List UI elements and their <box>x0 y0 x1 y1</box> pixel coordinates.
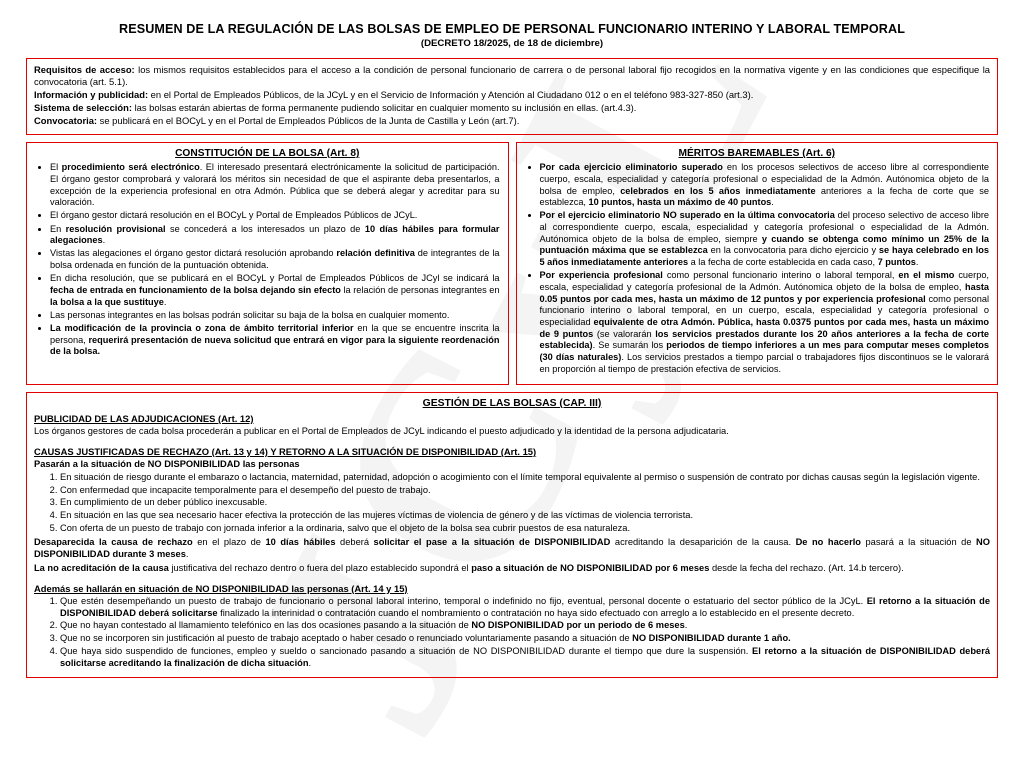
list-item: 3. Que no se incorporen sin justificación al puesto de trabajo aceptado o haber cesado o renunciado voluntariamente pasando a situación de NO DISPONIBILIDAD durante 1 año. <box>60 632 990 644</box>
causas-rechazo-list <box>34 471 990 533</box>
list-item: • La modificación de la provincia o zona de ámbito territorial inferior en la que se encuentre inscrita la persona, requerirá presentación de nueva solicitud que entrará en vigor para la siguiente reordenación de la bolsa. <box>50 323 500 358</box>
list-item: 4. En situación en las que sea necesario hacer efectiva la protección de las mujeres víctimas de violencia de género y de las víctimas de violencia terrorista. <box>60 509 990 521</box>
meritos-baremables-list <box>525 162 990 375</box>
list-item: 1. En situación de riesgo durante el embarazo o lactancia, maternidad, paternidad, adopción o acogimiento con el límite temporal equivalente al permiso o suspensión de contrato por dichas causas según la legislación vigente. <box>60 471 990 483</box>
publicidad-heading: PUBLICIDAD DE LAS ADJUDICACIONES (Art. 12) <box>34 413 254 425</box>
text-requisitos-acceso: los mismos requisitos establecidos para el acceso a la condición de personal funcionario de carrera o de personal laboral fijo recogidos en la normativa vigente y en las condiciones que especifique la convocatoria (art. 5.1). <box>34 64 990 88</box>
list-item: 4. Que haya sido suspendido de funciones, empleo y sueldo o sancionado pasando a situación de NO DISPONIBILIDAD durante el tiempo que dure la suspensión. El retorno a la situación de DISPONIBILIDAD deberá solicitarse acreditando la finalización de dicha situación. <box>60 645 990 669</box>
gestion-bolsas-title: GESTIÓN DE LAS BOLSAS (CAP. III) <box>422 398 602 410</box>
list-item: • El procedimiento será electrónico. El interesado presentará electrónicamente la solicitud de participación. El órgano gestor comprobará y valorará los méritos sin necesidad de que el aspirante deba presentarlos, a excepción de la experiencia profesional en otra Admón. Pública que se deberá alegar y acreditar para su valoración. <box>50 162 500 209</box>
no-acreditacion-paragraph: La no acreditación de la causa justificativa del rechazo dentro o fuera del plazo establecido supondrá el paso a situación de NO DISPONIBILIDAD por 6 meses desde la fecha del rechazo. (Art. 14.b tercero). <box>34 562 904 573</box>
desaparecida-causa-paragraph: Desaparecida la causa de rechazo en el plazo de 10 días hábiles deberá solicitar el pase a la situación de DISPONIBILIDAD acreditando la desaparición de la causa. De no hacerlo pasará a la situación de NO DISPONIBILIDAD durante 3 meses. <box>34 536 990 559</box>
access-line-convocatoria <box>34 115 990 127</box>
access-line-informacion <box>34 89 990 101</box>
publicidad-text: Los órganos gestores de cada bolsa procederán a publicar en el Portal de Empleados de JCyL indicando el puesto adjudicado y la identidad de la persona adjudicataria. <box>34 426 729 437</box>
list-item: • Por cada ejercicio eliminatorio superado en los procesos selectivos de acceso libre al correspondiente cuerpo, escala, especialidad y categoría profesional o especialidad de la Admón. Autónomica objeto de la bolsa de empleo, celebrados en los 5 años inmediatamente anteriores a la fecha de corte que se establezca, 10 puntos, hasta un máximo de 40 puntos. <box>540 162 990 209</box>
access-requirements-box <box>26 58 998 135</box>
list-item: • Por experiencia profesional como personal funcionario interino o laboral temporal, en el mismo cuerpo, escala, especialidad y categoría profesional de la Admón. Autónomica objeto de la bolsa de empleo, hasta 0.05 puntos por cada mes, hasta un máximo de 12 puntos y por experiencia profesional como personal funcionario interino o laboral temporal, en un cuerpo, escala, especialidad y categoría profesional o especialidad equivalente de otra Admón. Pública, hasta 0.0375 puntos por cada mes, hasta un máximo de 9 puntos (se valorarán los servicios prestados durante los 20 años anteriores a la fecha de corte establecida). Se sumarán los periodos de tiempo inferiores a un mes para computar meses completos (30 días naturales). Los servicios prestados a tiempo parcial o trabajadores fijos discontinuos se le valorará en proporción al tiempo de prestación efectiva de servicios. <box>540 270 990 375</box>
access-line-requisitos <box>34 64 990 88</box>
list-item: • Las personas integrantes en las bolsas podrán solicitar su baja de la bolsa en cualquier momento. <box>50 310 500 322</box>
constitucion-bolsa-title: CONSTITUCIÓN DE LA BOLSA (Art. 8) <box>175 148 360 160</box>
no-disponibilidad-heading: Además se hallarán en situación de NO DISPONIBILIDAD las personas (Art. 14 y 15) <box>34 582 408 594</box>
two-column-section <box>26 142 998 385</box>
list-item: 5. Con oferta de un puesto de trabajo con jornada inferior a la ordinaria, salvo que el objeto de la bolsa sea cubrir puestos de esa naturaleza. <box>60 522 990 534</box>
document-content <box>26 22 998 678</box>
list-item: 2. Con enfermedad que incapacite temporalmente para el desempeño del puesto de trabajo. <box>60 484 990 496</box>
label-requisitos-acceso: Requisitos de acceso: <box>34 64 135 75</box>
constitucion-bolsa-list <box>35 162 500 358</box>
list-item: • Vistas las alegaciones el órgano gestor dictará resolución aprobando relación definitiva de integrantes de la bolsa ordenada en función de la puntuación obtenida. <box>50 248 500 271</box>
label-sistema-seleccion: Sistema de selección: <box>34 102 132 114</box>
causas-rechazo-heading: CAUSAS JUSTIFICADAS DE RECHAZO (Art. 13 y 14) Y RETORNO A LA SITUACIÓN DE DISPONIBILIDAD (Art. 15) <box>34 446 537 458</box>
list-item: • Por el ejercicio eliminatorio NO superado en la última convocatoria del proceso selectivo de acceso libre al correspondiente cuerpo, escala, especialidad y categoría profesional o especialidad de la Admón. Autónomica objeto de la bolsa de empleo, siempre y cuando se obtenga como mínimo un 25% de la puntuación máxima que se establezca en la convocatoria para dicho ejercicio y se haya celebrado en los 5 años inmediatamente anteriores a la fecha de corte establecida en cada caso, 7 puntos. <box>540 210 990 268</box>
meritos-baremables-title: MÉRITOS BAREMABLES (Art. 6) <box>678 148 836 160</box>
text-informacion-publicidad: en el Portal de Empleados Públicos, de la JCyL y en el Servicio de Información y Atención al Ciudadano 012 o en el teléfono 983-327-850 (art.3). <box>148 89 754 101</box>
list-item: 1. Que estén desempeñando un puesto de trabajo de funcionario o personal laboral interino, temporal o indefinido no fijo, eventual, personal docente o estatuario del sector público de la JCyL. El retorno a la situación de DISPONIBILIDAD deberá solicitarse finalizado la interinidad o contratación cuando el nombramiento o contratación no haya sido efectuado con arreglo a lo establecido en el presente decreto. <box>60 595 990 619</box>
label-convocatoria: Convocatoria: <box>34 115 98 127</box>
no-disponibilidad-list <box>34 595 990 669</box>
meritos-baremables-box <box>516 142 999 385</box>
text-sistema-seleccion: las bolsas estarán abiertas de forma permanente pudiendo solicitar en cualquier momento su inclusión en ellas. (art.4.3). <box>131 102 637 114</box>
access-line-sistema <box>34 102 990 114</box>
list-item: • El órgano gestor dictará resolución en el BOCyL y Portal de Empleados Públicos de JCyL. <box>50 210 500 222</box>
text-convocatoria: se publicará en el BOCyL y en el Portal de Empleados Públicos de la Junta de Castilla y León (art.7). <box>97 115 520 127</box>
list-item: • En dicha resolución, que se publicará en el BOCyL y Portal de Empleados Públicos de JCyl se indicará la fecha de entrada en funcionamiento de la bolsa dejando sin efecto la relación de personas integrantes en la bolsa a la que sustituye. <box>50 273 500 308</box>
label-informacion-publicidad: Información y publicidad: <box>34 89 149 101</box>
page-title: RESUMEN DE LA REGULACIÓN DE LAS BOLSAS DE EMPLEO DE PERSONAL FUNCIONARIO INTERINO Y LABORAL TEMPORAL <box>119 22 905 36</box>
list-item: 2. Que no hayan contestado al llamamiento telefónico en las dos ocasiones pasando a la situación de NO DISPONIBILIDAD por un periodo de 6 meses. <box>60 619 990 631</box>
constitucion-bolsa-box <box>26 142 509 385</box>
causas-rechazo-lead: Pasarán a la situación de NO DISPONIBILIDAD las personas <box>34 459 300 470</box>
gestion-bolsas-box <box>26 392 998 678</box>
list-item: • En resolución provisional se concederá a los interesados un plazo de 10 días hábiles para formular alegaciones. <box>50 224 500 247</box>
page-subtitle: (DECRETO 18/2025, de 18 de diciembre) <box>420 38 604 49</box>
list-item: 3. En cumplimiento de un deber público inexcusable. <box>60 496 990 508</box>
